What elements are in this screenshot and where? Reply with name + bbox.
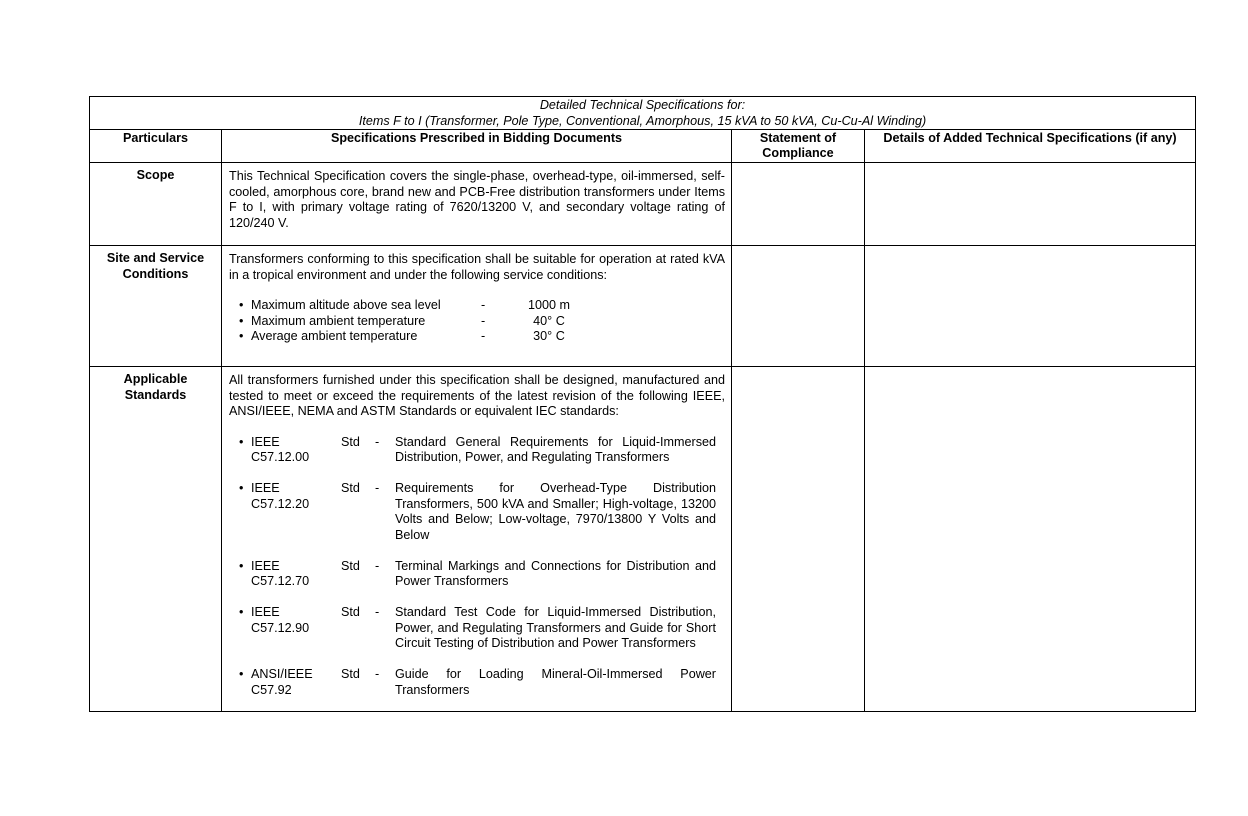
condition-dash: -: [481, 313, 486, 328]
header-compliance: Statement of Compliance: [732, 130, 865, 163]
details-scope-cell[interactable]: [865, 163, 1196, 246]
list-item: [239, 435, 725, 466]
header-specifications: Specifications Prescribed in Bidding Documents: [222, 130, 732, 163]
standard-std: Std: [341, 667, 360, 681]
condition-label: Maximum altitude above sea level: [251, 298, 441, 312]
standard-number: C57.12.70: [251, 574, 310, 588]
standard-std: Std: [341, 434, 360, 449]
condition-dash: -: [481, 298, 486, 312]
details-site-cell[interactable]: [865, 246, 1196, 367]
spec-standards: [222, 367, 732, 712]
standard-description: Terminal Markings and Connections for Distribution and Power Transformers: [395, 558, 716, 588]
list-item: [239, 314, 725, 330]
condition-label: Maximum ambient temperature: [251, 313, 426, 328]
condition-value: 30° C: [533, 329, 565, 343]
compliance-standards-cell[interactable]: [732, 367, 865, 712]
bullet: •: [239, 558, 244, 573]
list-item: [239, 559, 725, 590]
conditions-list: [229, 298, 725, 345]
bullet: •: [239, 667, 244, 681]
bullet: •: [239, 329, 244, 343]
header-particulars: Particulars: [90, 130, 222, 163]
standard-description: Standard Test Code for Liquid-Immersed Distribution, Power, and Regulating Transformers and Guide for Short Circuit Testing of Distribution and Power Transformers: [395, 605, 716, 650]
list-item: [239, 605, 725, 652]
particular-standards: Applicable Standards: [90, 367, 222, 712]
list-item: [239, 298, 725, 314]
standard-org: IEEE: [251, 434, 280, 449]
header-details: Details of Added Technical Specifications (if any): [865, 130, 1196, 163]
condition-value: 40° C: [533, 313, 565, 328]
bullet: •: [239, 434, 244, 449]
list-item: [239, 329, 725, 345]
particular-scope: Scope: [90, 163, 222, 246]
title-row: [90, 97, 1196, 130]
spec-scope: [222, 163, 732, 246]
standard-std: Std: [341, 605, 360, 619]
standard-dash: -: [375, 605, 380, 619]
standard-description: Standard General Requirements for Liquid-Immersed Distribution, Power, and Regulating Transformers: [395, 434, 716, 464]
standards-text: All transformers furnished under this specification shall be designed, manufactured and tested to meet or exceed the requirements of the latest revision of the following IEEE, ANSI/IEEE, NEMA and ASTM Standards or equivalent IEC standards:: [229, 373, 725, 418]
condition-value: 1000 m: [527, 298, 570, 312]
standard-number: C57.92: [251, 682, 292, 697]
standard-org: IEEE: [251, 481, 280, 495]
standard-org: IEEE: [251, 558, 280, 573]
site-text: Transformers conforming to this specification shall be suitable for operation at rated kVA in a tropical environment and under the following service conditions:: [229, 252, 725, 282]
standard-org: IEEE: [251, 605, 280, 619]
condition-label: Average ambient temperature: [251, 329, 418, 343]
bullet: •: [239, 313, 244, 328]
standard-description: Guide for Loading Mineral-Oil-Immersed Power Transformers: [395, 667, 716, 697]
standard-code: [251, 435, 341, 466]
standard-number: C57.12.90: [251, 620, 310, 635]
standard-code: [251, 605, 341, 652]
bullet: •: [239, 605, 244, 619]
table-row: [90, 367, 1196, 712]
spec-sheet: [89, 96, 1195, 712]
spec-table: [89, 96, 1196, 712]
standard-dash: -: [375, 481, 380, 495]
standard-number: C57.12.00: [251, 450, 310, 464]
standard-description: Requirements for Overhead-Type Distribution Transformers, 500 kVA and Smaller; High-voltage, 13200 Volts and Below; Low-voltage, 7970/13800 Y Volts and Below: [395, 481, 716, 542]
standard-org: ANSI/IEEE: [251, 667, 313, 681]
bullet: •: [239, 298, 244, 312]
table-row: [90, 246, 1196, 367]
list-item: [239, 667, 725, 698]
bullet: •: [239, 481, 244, 495]
table-title: [90, 97, 1196, 130]
details-standards-cell[interactable]: [865, 367, 1196, 712]
standard-std: Std: [341, 481, 360, 495]
standard-code: [251, 559, 341, 590]
compliance-scope-cell[interactable]: [732, 163, 865, 246]
standard-code: [251, 667, 341, 698]
table-row: [90, 163, 1196, 246]
list-item: [239, 481, 725, 543]
standards-list: [229, 435, 725, 699]
header-row: [90, 130, 1196, 163]
scope-text: This Technical Specification covers the single-phase, overhead-type, oil-immersed, self-cooled, amorphous core, brand new and PCB-Free distribution transformers under Items F to I, with primary voltage rating of 7620/13200 V, and secondary voltage rating of 120/240 V.: [229, 169, 725, 230]
spec-site: [222, 246, 732, 367]
standard-std: Std: [341, 558, 360, 573]
table-title-line1: Detailed Technical Specifications for:: [539, 98, 746, 112]
condition-dash: -: [481, 329, 486, 343]
particular-site: Site and Service Conditions: [90, 246, 222, 367]
standard-code: [251, 481, 341, 543]
standard-dash: -: [375, 667, 380, 681]
compliance-site-cell[interactable]: [732, 246, 865, 367]
standard-dash: -: [375, 434, 380, 449]
table-title-line2: Items F to I (Transformer, Pole Type, Conventional, Amorphous, 15 kVA to 50 kVA, Cu-Cu-Al Winding): [358, 113, 927, 128]
standard-dash: -: [375, 558, 380, 573]
standard-number: C57.12.20: [251, 496, 310, 511]
